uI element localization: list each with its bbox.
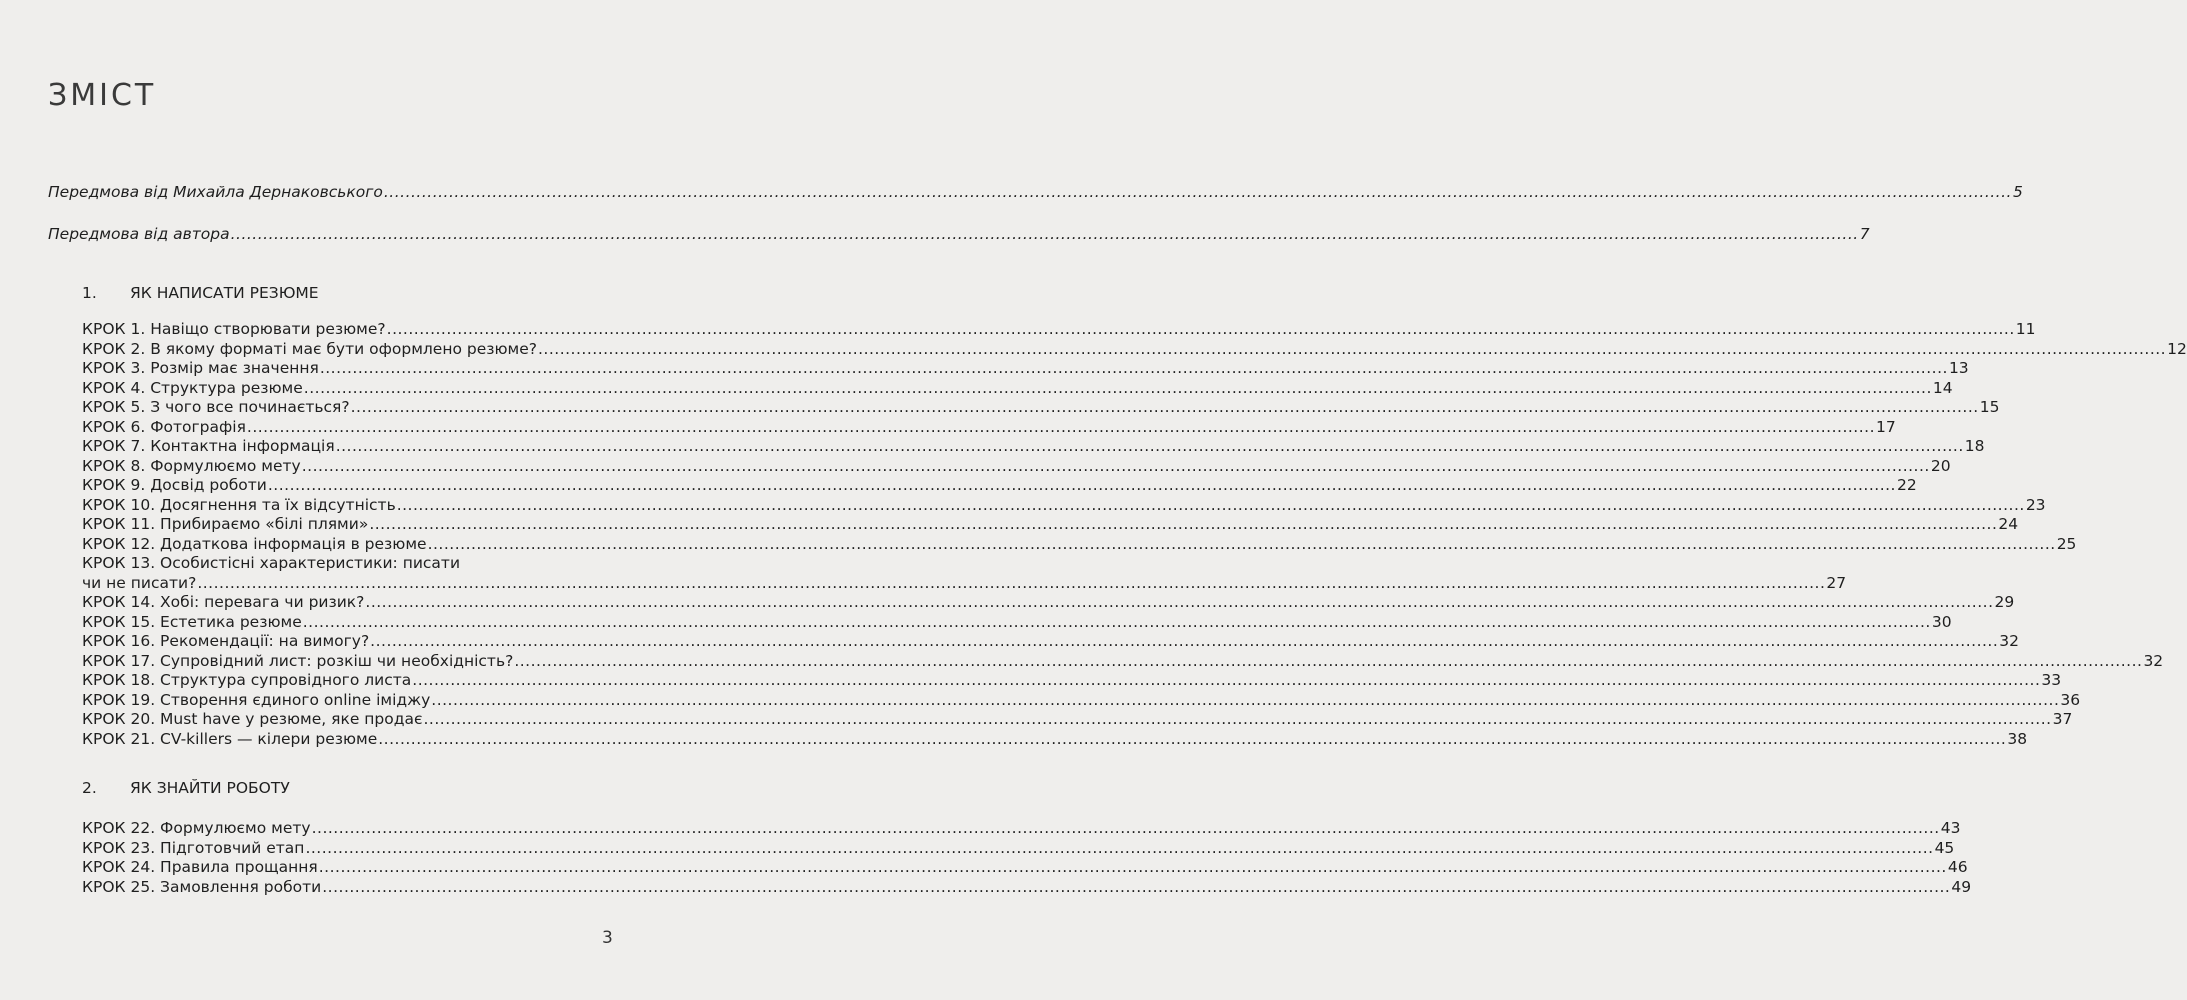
step-entry-first-line: КРОК 13. Особистісні характеристики: писати	[82, 554, 461, 572]
entry-page-number: 25	[2056, 534, 2077, 553]
dot-leader: ............................................................................................................................................................................................................................................................................................................	[267, 476, 1896, 494]
entry-label: КРОК 24. Правила прощання	[82, 858, 318, 876]
step-entry	[82, 858, 1968, 877]
step-entry	[82, 534, 2077, 554]
preface-entry	[48, 225, 1870, 244]
step-entry	[82, 398, 2000, 417]
entry-page-number: 36	[2060, 690, 2081, 709]
entry-label: КРОК 17. Супровідний лист: розкіш чи необхідність?	[82, 651, 514, 670]
dot-leader: ............................................................................................................................................................................................................................................................................................................	[427, 534, 2056, 553]
entry-page-number: 12	[2167, 339, 2187, 358]
section-number: 1.	[82, 284, 97, 302]
dot-leader: ............................................................................................................................................................................................................................................................................................................	[423, 710, 2052, 728]
entry-page-number: 7	[1859, 225, 1870, 243]
dot-leader: ............................................................................................................................................................................................................................................................................................................	[302, 612, 1931, 631]
dot-leader: ............................................................................................................................................................................................................................................................................................................	[301, 456, 1930, 475]
entry-label: КРОК 25. Замовлення роботи	[82, 877, 322, 896]
step-entry	[82, 671, 2062, 690]
entry-page-number: 15	[1979, 398, 2000, 416]
dot-leader: ............................................................................................................................................................................................................................................................................................................	[318, 858, 1947, 876]
entry-page-number: 5	[2012, 183, 2023, 201]
entry-label: КРОК 4. Структура резюме	[82, 378, 303, 397]
step-entry	[82, 456, 1951, 476]
step-entry	[82, 515, 2019, 534]
step-entry	[82, 877, 1972, 897]
step-entry	[82, 729, 2028, 749]
dot-leader: ............................................................................................................................................................................................................................................................................................................	[311, 819, 1940, 837]
dot-leader: ............................................................................................................................................................................................................................................................................................................	[378, 729, 2007, 748]
entry-page-number: 17	[1876, 417, 1896, 436]
page-number: 3	[602, 928, 613, 948]
step-entry	[82, 651, 2164, 671]
entry-label: КРОК 1. Навіщо створювати резюме?	[82, 320, 386, 338]
dot-leader: ............................................................................................................................................................................................................................................................................................................	[230, 225, 1859, 243]
dot-leader: ............................................................................................................................................................................................................................................................................................................	[386, 320, 2015, 338]
entry-label: КРОК 20. Must have у резюме, яке продає	[82, 710, 423, 728]
entry-page-number: 32	[1999, 632, 2020, 650]
entry-label: КРОК 6. Фотографія	[82, 417, 246, 436]
dot-leader: ............................................................................................................................................................................................................................................................................................................	[303, 378, 1932, 397]
section-title: ЯК НАПИСАТИ РЕЗЮМЕ	[130, 284, 319, 302]
dot-leader: ............................................................................................................................................................................................................................................................................................................	[365, 593, 1994, 611]
dot-leader: ............................................................................................................................................................................................................................................................................................................	[335, 437, 1964, 455]
entry-label: КРОК 11. Прибираємо «білі плями»	[82, 515, 369, 533]
dot-leader: ............................................................................................................................................................................................................................................................................................................	[350, 398, 1979, 416]
entry-label: КРОК 10. Досягнення та їх відсутність	[82, 495, 396, 514]
entry-page-number: 14	[1932, 378, 1953, 397]
entry-page-number: 32	[2143, 651, 2164, 670]
entry-label: КРОК 21. CV-killers — кілери резюме	[82, 729, 378, 748]
step-entry	[82, 690, 2081, 710]
entry-label: КРОК 8. Формулюємо мету	[82, 456, 301, 475]
entry-page-number: 38	[2007, 729, 2028, 748]
entry-label: КРОК 7. Контактна інформація	[82, 437, 335, 455]
entry-label: КРОК 18. Структура супровідного листа	[82, 671, 412, 689]
entry-page-number: 23	[2025, 495, 2046, 514]
dot-leader: ............................................................................................................................................................................................................................................................................................................	[431, 690, 2060, 709]
entry-page-number: 18	[1964, 437, 1985, 455]
entry-label: КРОК 15. Естетика резюме	[82, 612, 302, 631]
step-entry	[82, 632, 2020, 651]
step-entry	[82, 710, 2073, 729]
dot-leader: ............................................................................................................................................................................................................................................................................................................	[370, 632, 1999, 650]
entry-page-number: 20	[1930, 456, 1951, 475]
dot-leader: ............................................................................................................................................................................................................................................................................................................	[538, 339, 2167, 358]
step-entry	[82, 476, 1917, 495]
dot-leader: ............................................................................................................................................................................................................................................................................................................	[383, 183, 2012, 201]
entry-label: КРОК 3. Розмір має значення	[82, 359, 319, 377]
entry-page-number: 13	[1948, 359, 1969, 377]
entry-page-number: 37	[2052, 710, 2073, 728]
entry-label: КРОК 9. Досвід роботи	[82, 476, 267, 494]
step-entry	[82, 593, 2015, 612]
entry-label: Передмова від автора	[48, 225, 230, 243]
entry-label: КРОК 14. Хобі: перевага чи ризик?	[82, 593, 365, 611]
entry-label: КРОК 5. З чого все починається?	[82, 398, 350, 416]
section-heading	[82, 779, 290, 797]
entry-label: Передмова від Михайла Дернаковського	[48, 183, 383, 201]
step-entry	[82, 573, 1847, 593]
section-title: ЯК ЗНАЙТИ РОБОТУ	[130, 779, 290, 797]
dot-leader: ............................................................................................................................................................................................................................................................................................................	[412, 671, 2041, 689]
page-title: ЗМІСТ	[48, 78, 157, 113]
step-entry	[82, 417, 1896, 437]
step-entry	[82, 838, 1955, 858]
dot-leader: ............................................................................................................................................................................................................................................................................................................	[197, 573, 1826, 592]
entry-page-number: 22	[1896, 476, 1917, 494]
entry-label: КРОК 12. Додаткова інформація в резюме	[82, 534, 427, 553]
entry-label: КРОК 23. Підготовчий етап	[82, 838, 305, 857]
entry-page-number: 11	[2015, 320, 2036, 338]
step-entry	[82, 819, 1961, 838]
entry-label: КРОК 16. Рекомендації: на вимогу?	[82, 632, 370, 650]
dot-leader: ............................................................................................................................................................................................................................................................................................................	[246, 417, 1876, 436]
entry-label: КРОК 22. Формулюємо мету	[82, 819, 311, 837]
section-heading	[82, 284, 319, 302]
step-entry	[82, 437, 1985, 456]
dot-leader: ............................................................................................................................................................................................................................................................................................................	[396, 495, 2025, 514]
entry-label: КРОК 2. В якому форматі має бути оформлено резюме?	[82, 339, 537, 358]
entry-page-number: 43	[1940, 819, 1961, 837]
step-entry	[82, 320, 2036, 339]
entry-page-number: 27	[1826, 573, 1847, 592]
step-entry	[82, 339, 2187, 359]
dot-leader: ............................................................................................................................................................................................................................................................................................................	[305, 838, 1934, 857]
entry-page-number: 45	[1934, 838, 1955, 857]
dot-leader: ............................................................................................................................................................................................................................................................................................................	[319, 359, 1948, 377]
entry-label: чи не писати?	[82, 573, 197, 592]
entry-label: КРОК 19. Створення єдиного online іміджу	[82, 690, 431, 709]
step-entry	[82, 612, 1952, 632]
entry-page-number: 49	[1951, 877, 1972, 896]
entry-page-number: 29	[1994, 593, 2015, 611]
dot-leader: ............................................................................................................................................................................................................................................................................................................	[322, 877, 1951, 896]
step-entry	[82, 359, 1969, 378]
section-number: 2.	[82, 779, 97, 797]
entry-page-number: 46	[1947, 858, 1968, 876]
entry-page-number: 30	[1931, 612, 1952, 631]
dot-leader: ............................................................................................................................................................................................................................................................................................................	[514, 651, 2143, 670]
entry-page-number: 24	[1998, 515, 2019, 533]
dot-leader: ............................................................................................................................................................................................................................................................................................................	[369, 515, 1998, 533]
step-entry	[82, 495, 2046, 515]
entry-page-number: 33	[2041, 671, 2062, 689]
preface-entry	[48, 183, 2023, 202]
step-entry	[82, 378, 1953, 398]
